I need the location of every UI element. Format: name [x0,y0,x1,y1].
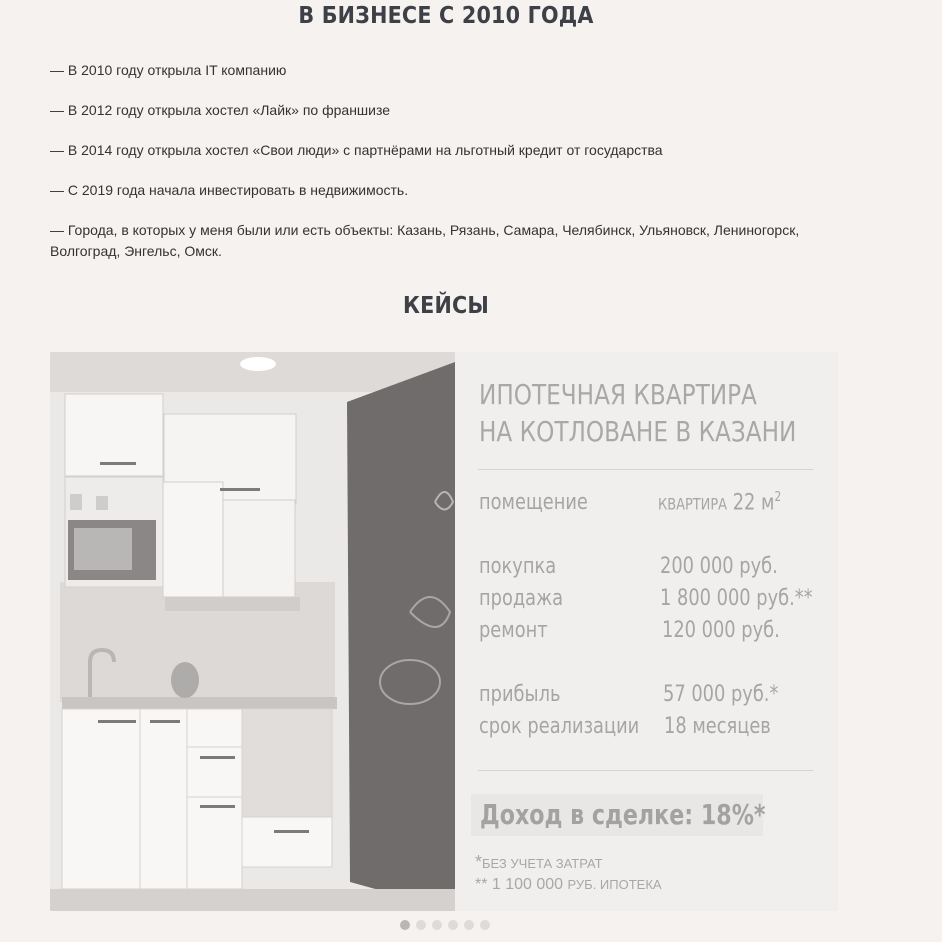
sale-value: 1 800 000 руб.** [660,586,813,611]
divider [478,770,813,771]
business-list [50,60,850,281]
slider-dot-5[interactable] [464,920,474,930]
repair-label: ремонт [479,618,548,643]
case-title-line1: ИПОТЕЧНАЯ КВАРТИРА [479,378,757,411]
list-item: — В 2010 году открыла IT компанию [50,62,287,78]
room-type: КВАРТИРА [658,494,728,514]
section-title-cases: КЕЙСЫ [403,293,489,319]
room-area: 22 м [732,490,775,516]
case-title [479,376,796,450]
room-label: помещение [479,490,588,515]
profit-label: прибыль [479,682,561,707]
list-item: — В 2014 году открыла хостел «Свои люди» с партнёрами на льготный кредит от государства [50,142,663,158]
slider-dot-3[interactable] [432,920,442,930]
list-item: — Города, в которых у меня были или есть объекты: Казань, Рязань, Самара, Челябинск, Ульяновск, Лениногорск, Волгоград, Энгельс, Омск. [50,222,800,259]
income-badge [471,794,766,836]
purchase-label: покупка [479,554,557,579]
profit-value: 57 000 руб.* [663,682,779,707]
purchase-row [479,554,838,586]
room-value [658,490,781,515]
note-mortgage-text: РУБ. ИПОТЕКА [567,877,662,892]
repair-value: 120 000 руб. [662,618,780,643]
slider-dot-6[interactable] [480,920,490,930]
term-label: срок реализации [479,714,640,739]
case-card [455,352,838,911]
list-item: — С 2019 года начала инвестировать в недвижимость. [50,182,409,198]
profit-row [479,682,838,714]
income-text: Доход в сделке: 18%* [480,798,766,831]
note-mortgage-amount: ** 1 100 000 [475,876,564,893]
purchase-value: 200 000 руб. [660,554,778,579]
room-row [479,490,838,522]
list-item: — В 2012 году открыла хостел «Лайк» по франшизе [50,102,391,118]
room-area-sup: 2 [774,490,782,505]
kitchen-photo [50,352,455,911]
note-costs [475,852,603,873]
slider-dot-1[interactable] [400,920,410,930]
case-slide[interactable] [50,352,838,911]
sale-label: продажа [479,586,564,611]
term-value: 18 месяцев [664,714,771,739]
section-title-business: В БИЗНЕСЕ С 2010 ГОДА [298,3,594,29]
slider-dot-2[interactable] [416,920,426,930]
note-star: * [475,852,483,872]
note-costs-text: БЕЗ УЧЕТА ЗАТРАТ [482,856,603,871]
divider [478,469,813,470]
sale-row [479,586,838,618]
repair-row [479,618,838,650]
case-title-line2: НА КОТЛОВАНЕ В КАЗАНИ [479,415,797,448]
slider-dot-4[interactable] [448,920,458,930]
term-row [479,714,838,746]
note-mortgage [475,876,662,894]
